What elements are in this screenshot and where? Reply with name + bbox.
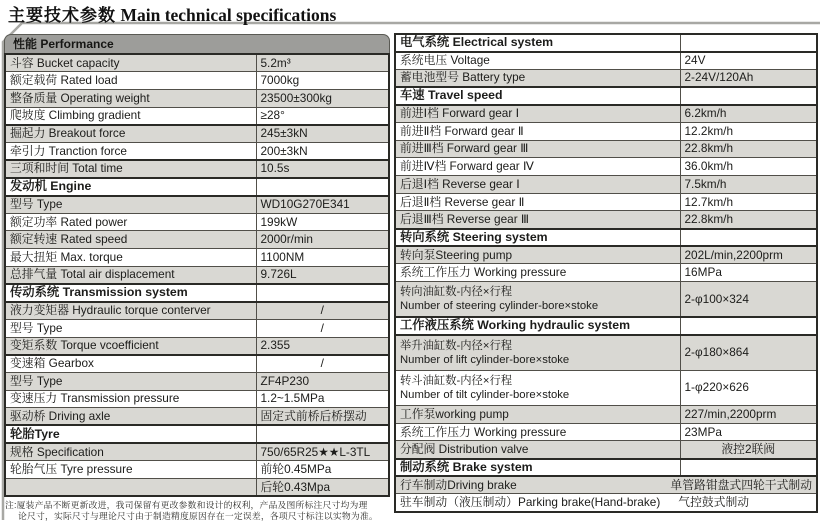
table-row	[5, 160, 389, 178]
spec-value: 200±3kN	[256, 142, 389, 160]
section-row	[395, 87, 817, 105]
spec-label: 分配阀 Distribution valve	[395, 441, 680, 459]
table-row	[395, 69, 817, 87]
spec-value: 2000r/min	[256, 231, 389, 249]
table-row	[395, 52, 817, 70]
table-row	[5, 372, 389, 390]
table-row	[5, 107, 389, 125]
spec-label: 后退Ⅱ档 Reverse gear Ⅱ	[395, 193, 680, 211]
spec-label: 额定载荷 Rated load	[5, 72, 256, 90]
table-row	[5, 461, 389, 479]
spec-value: 16MPa	[680, 264, 817, 282]
spec-value: 23MPa	[680, 423, 817, 441]
table-row	[395, 211, 817, 229]
spec-value: 23500±300kg	[256, 89, 389, 107]
spec-value: 6.2km/h	[680, 105, 817, 123]
section-row	[5, 284, 389, 302]
spec-label: 总排气量 Total air displacement	[5, 266, 256, 284]
spec-span-cell	[395, 494, 817, 512]
table-row	[5, 479, 389, 497]
spec-label: 掘起力 Breakout force	[5, 125, 256, 143]
footnote-line-1: 注:厦装产品不断更新改进，我司保留有更改参数和设计的权利，产品及图所标注尺寸均为理	[5, 500, 368, 510]
section-label: 车速 Travel speed	[395, 87, 680, 105]
section-empty-cell	[680, 459, 817, 477]
spec-value: 前轮0.45MPa	[256, 461, 389, 479]
spec-value: 227/min,2200prm	[680, 405, 817, 423]
section-row	[5, 425, 389, 443]
table-row	[5, 125, 389, 143]
table-row	[395, 264, 817, 282]
table-row	[395, 423, 817, 441]
spec-label: 变速箱 Gearbox	[5, 355, 256, 373]
spec-label: 前进Ⅱ档 Forward gear Ⅱ	[395, 122, 680, 140]
spec-value: 22.8km/h	[680, 140, 817, 158]
spec-label-line: 举升油缸数-内径×行程	[400, 339, 513, 352]
section-empty-cell	[680, 317, 817, 335]
spec-value: 7.5km/h	[680, 176, 817, 194]
footnote	[5, 500, 378, 523]
table-row	[395, 370, 817, 405]
section-row	[5, 178, 389, 196]
table-row	[395, 105, 817, 123]
spec-value: 12.2km/h	[680, 122, 817, 140]
table-row	[5, 72, 389, 90]
spec-value: 245±3kN	[256, 125, 389, 143]
spec-label: 额定转速 Rated speed	[5, 231, 256, 249]
spec-label-line: 转斗油缸数-内径×行程	[400, 374, 513, 387]
spec-value: 单管路钳盘式四轮干式制动	[670, 477, 812, 492]
table-row	[5, 337, 389, 355]
spec-label: 牵引力 Tranction force	[5, 142, 256, 160]
spec-value: WD10G270E341	[256, 196, 389, 214]
spec-label: 变矩系数 Torque vcoefficient	[5, 337, 256, 355]
spec-value: 5.2m³	[256, 54, 389, 72]
spec-label: 型号 Type	[5, 196, 256, 214]
table-row	[395, 441, 817, 459]
spec-label: 液力变矩器 Hydraulic torque conterver	[5, 302, 256, 320]
spec-label: 系统电压 Voltage	[395, 52, 680, 70]
spec-label-line: Number of lift cylinder-bore×stoke	[400, 353, 570, 366]
spec-label: 前进Ⅰ档 Forward gear Ⅰ	[395, 105, 680, 123]
spec-value: 后轮0.43Mpa	[256, 479, 389, 497]
page-title-en: Main technical specifications	[120, 5, 337, 25]
spec-label	[395, 370, 680, 405]
section-empty-cell	[680, 87, 817, 105]
table-row	[5, 302, 389, 320]
table-row	[395, 158, 817, 176]
section-empty-cell	[256, 178, 389, 196]
spec-value: 液控2联阀	[680, 441, 817, 459]
spec-label: 变速压力 Transmission pressure	[5, 390, 256, 408]
section-row	[395, 34, 817, 52]
spec-value: 10.5s	[256, 160, 389, 178]
table-row	[5, 213, 389, 231]
spec-label: 前进Ⅲ档 Forward gear Ⅲ	[395, 140, 680, 158]
table-row	[5, 355, 389, 373]
table-row	[5, 142, 389, 160]
spec-label-line: Number of steering cylinder-bore×stoke	[400, 300, 599, 313]
table-row	[395, 246, 817, 264]
spec-value: 2.355	[256, 337, 389, 355]
table-row	[5, 390, 389, 408]
spec-label-line: Number of tilt cylinder-bore×stoke	[400, 388, 570, 401]
performance-table	[4, 53, 390, 497]
spec-label: 蓄电池型号 Battery type	[395, 69, 680, 87]
table-row	[5, 89, 389, 107]
spec-label: 额定功率 Rated power	[5, 213, 256, 231]
systems-panel	[394, 33, 818, 513]
spec-label	[395, 335, 680, 370]
table-row	[395, 335, 817, 370]
section-empty-cell	[256, 425, 389, 443]
performance-panel	[4, 34, 390, 497]
section-row	[395, 459, 817, 477]
section-row	[395, 229, 817, 247]
table-row	[5, 266, 389, 284]
section-label: 电气系统 Electrical system	[395, 34, 680, 52]
section-label: 发动机 Engine	[5, 178, 256, 196]
section-label: 传动系统 Transmission system	[5, 284, 256, 302]
section-empty-cell	[680, 229, 817, 247]
spec-label: 后退Ⅲ档 Reverse gear Ⅲ	[395, 211, 680, 229]
spec-label: 型号 Type	[5, 319, 256, 337]
table-row	[395, 405, 817, 423]
spec-value: 22.8km/h	[680, 211, 817, 229]
systems-table	[394, 33, 818, 513]
spec-value: 1100NM	[256, 249, 389, 267]
spec-label: 驱动桥 Driving axle	[5, 408, 256, 426]
spec-label	[395, 282, 680, 317]
spec-label: 最大扭矩 Max. torque	[5, 249, 256, 267]
section-label: 制动系统 Brake system	[395, 459, 680, 477]
page-title-zh: 主要技术参数	[8, 6, 116, 25]
spec-label: 系统工作压力 Working pressure	[395, 264, 680, 282]
spec-value: 24V	[680, 52, 817, 70]
page-title	[8, 1, 336, 26]
section-label: 转向系统 Steering system	[395, 229, 680, 247]
spec-value: 1-φ220×626	[680, 370, 817, 405]
spec-label: 后退Ⅰ档 Reverse gear Ⅰ	[395, 176, 680, 194]
spec-label: 规格 Specification	[5, 443, 256, 461]
spec-label: 行车制动Driving brake	[400, 477, 517, 492]
spec-value: 36.0km/h	[680, 158, 817, 176]
spec-value: 2-24V/120Ah	[680, 69, 817, 87]
section-empty-cell	[256, 284, 389, 302]
spec-value: 1.2~1.5MPa	[256, 390, 389, 408]
section-row	[395, 317, 817, 335]
spec-value: 2-φ100×324	[680, 282, 817, 317]
table-row	[395, 476, 817, 494]
table-row	[395, 282, 817, 317]
table-row	[5, 408, 389, 426]
spec-label	[5, 479, 256, 497]
spec-value: 7000kg	[256, 72, 389, 90]
section-empty-cell	[680, 34, 817, 52]
spec-label: 整备质量 Operating weight	[5, 89, 256, 107]
spec-label-line: 转向油缸数-内径×行程	[400, 285, 513, 298]
section-label: 轮胎Tyre	[5, 425, 256, 443]
table-row	[395, 176, 817, 194]
table-row	[5, 54, 389, 72]
spec-value: 750/65R25★★L-3TL	[256, 443, 389, 461]
spec-label: 驻车制动（液压制动）Parking brake(Hand-brake)	[400, 495, 661, 510]
footnote-line-2: 论尺寸，实际尺寸与理论尺寸由于制造精度原因存在一定误差，各项尺寸标注以实物为准。	[18, 511, 378, 522]
spec-label: 系统工作压力 Working pressure	[395, 423, 680, 441]
spec-value: ZF4P230	[256, 372, 389, 390]
spec-value: 9.726L	[256, 266, 389, 284]
spec-value: ≥28°	[256, 107, 389, 125]
spec-span-inner	[400, 496, 812, 509]
spec-value: /	[256, 355, 389, 373]
spec-value: 202L/min,2200prm	[680, 246, 817, 264]
section-label: 工作液压系统 Working hydraulic system	[395, 317, 680, 335]
table-row	[5, 319, 389, 337]
spec-value: 2-φ180×864	[680, 335, 817, 370]
spec-value: 固定式前桥后桥摆动	[256, 408, 389, 426]
spec-label: 工作泵working pump	[395, 405, 680, 423]
spec-label: 前进Ⅳ档 Forward gear Ⅳ	[395, 158, 680, 176]
spec-label: 转向泵Steering pump	[395, 246, 680, 264]
table-row	[395, 122, 817, 140]
spec-label: 爬坡度 Climbing gradient	[5, 107, 256, 125]
table-row	[395, 494, 817, 512]
spec-value: /	[256, 302, 389, 320]
spec-value: 气控鼓式制动	[678, 495, 750, 510]
performance-panel-header: 性能 Performance	[4, 34, 390, 53]
spec-value: 12.7km/h	[680, 193, 817, 211]
table-row	[5, 249, 389, 267]
spec-value: /	[256, 319, 389, 337]
spec-label: 三项和时间 Total time	[5, 160, 256, 178]
spec-label: 轮胎气压 Tyre pressure	[5, 461, 256, 479]
spec-label: 型号 Type	[5, 372, 256, 390]
spec-label: 斗容 Bucket capacity	[5, 54, 256, 72]
spec-span-cell	[395, 476, 817, 494]
table-row	[395, 193, 817, 211]
table-row	[5, 443, 389, 461]
table-row	[5, 231, 389, 249]
spec-value: 199kW	[256, 213, 389, 231]
table-row	[395, 140, 817, 158]
table-row	[5, 196, 389, 214]
spec-span-inner	[400, 479, 812, 492]
